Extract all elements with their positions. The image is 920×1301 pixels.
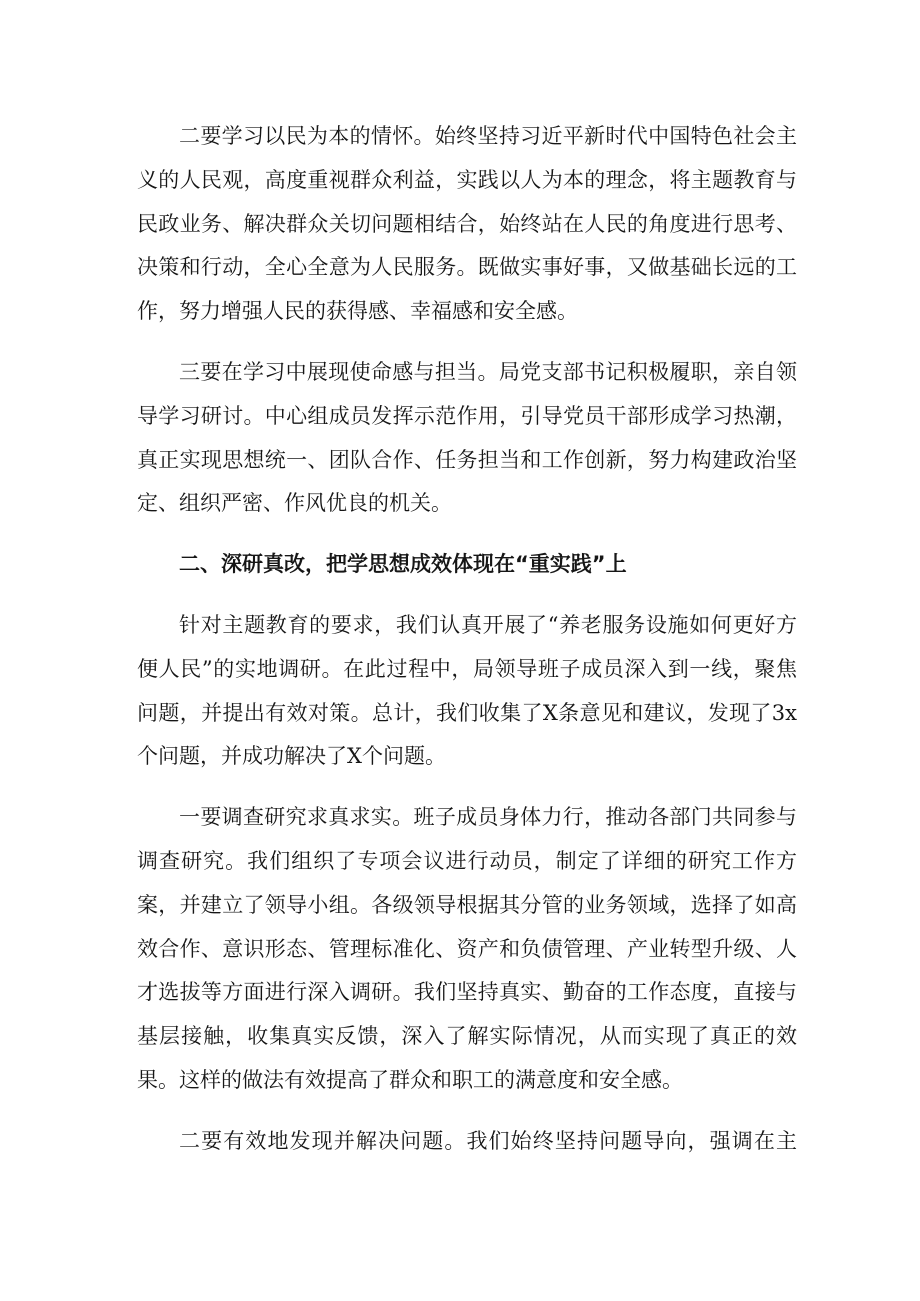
paragraph-people-centered: 二要学习以民为本的情怀。始终坚持习近平新时代中国特色社会主义的人民观，高度重视群众利益，实践以人为本的理念，将主题教育与民政业务、解决群众关切问题相结合，始终站在人民的角度进行思考、决策和行动，全心全意为人民服务。既做实事好事，又做基础长远的工作，努力增强人民的获得感、幸福感和安全感。: [137, 124, 797, 324]
paragraph-mission-responsibility: 三要在学习中展现使命感与担当。局党支部书记积极履职，亲自领导学习研讨。中心组成员发挥示范作用，引导党员干部形成学习热潮，真正实现思想统一、团队合作、任务担当和工作创新，努力构建政治坚定、组织严密、作风优良的机关。: [137, 359, 797, 516]
paragraph-investigation: 一要调查研究求真求实。班子成员身体力行，推动各部门共同参与调查研究。我们组织了专项会议进行动员，制定了详细的研究工作方案，并建立了领导小组。各级领导根据其分管的业务领域，选择了如高效合作、意识形态、管理标准化、资产和负债管理、产业转型升级、人才选拔等方面进行深入调研。我们坚持真实、勤奋的工作态度，直接与基层接触，收集真实反馈，深入了解实际情况，从而实现了真正的效果。这样的做法有效提高了群众和职工的满意度和安全感。: [137, 805, 797, 1092]
section-heading-practice: 二、深研真改，把学思想成效体现在“重实践”上: [179, 552, 627, 577]
document-body: [137, 115, 797, 1164]
paragraph-field-research: 针对主题教育的要求，我们认真开展了“养老服务设施如何更好方便人民”的实地调研。在此过程中，局领导班子成员深入到一线，聚焦问题，并提出有效对策。总计，我们收集了X条意见和建议，发现了3x个问题，并成功解决了X个问题。: [137, 612, 797, 769]
paragraph-problem-solving: 二要有效地发现并解决问题。我们始终坚持问题导向，强调在主: [179, 1128, 797, 1153]
